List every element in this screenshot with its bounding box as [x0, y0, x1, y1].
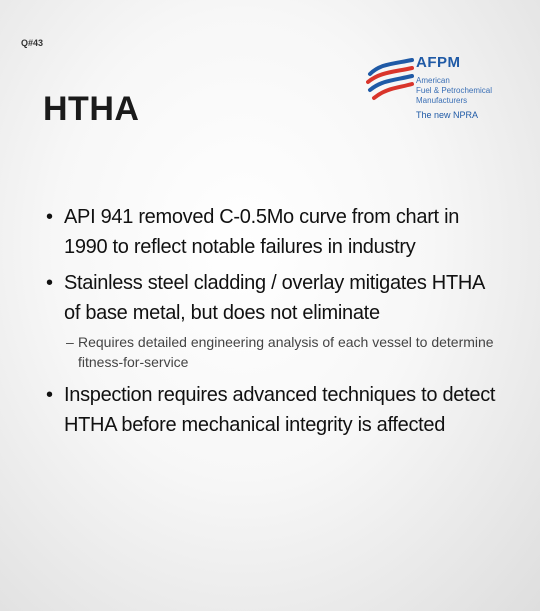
bullet-marker: • — [46, 384, 53, 406]
slide-id-label: Q#43 — [21, 38, 44, 48]
sub-bullet-item — [46, 332, 496, 372]
bullet-list — [46, 202, 496, 446]
logo-name: AFPM — [416, 54, 461, 71]
logo-line-3: Manufacturers — [416, 96, 468, 105]
flag-swoosh-icon — [366, 56, 416, 104]
logo-tagline: The new NPRA — [416, 110, 479, 120]
bullet-text: Stainless steel cladding / overlay mitigates HTHA of base metal, but does not eliminate — [64, 272, 484, 324]
bullet-marker: • — [46, 272, 53, 294]
bullet-text: API 941 removed C-0.5Mo curve from chart in 1990 to reflect notable failures in industry — [64, 206, 460, 258]
sub-bullet-text: Requires detailed engineering analysis of each vessel to determine fitness-for-service — [78, 334, 494, 370]
bullet-item — [46, 268, 496, 328]
sub-bullet-marker: – — [66, 334, 74, 350]
logo-line-1: American — [416, 76, 450, 85]
bullet-text: Inspection requires advanced techniques to detect HTHA before mechanical integrity is affected — [64, 384, 496, 436]
slide-title: HTHA — [43, 90, 140, 128]
bullet-marker: • — [46, 206, 53, 228]
afpm-logo — [366, 52, 516, 152]
bullet-item — [46, 202, 496, 262]
bullet-item — [46, 380, 496, 440]
logo-line-2: Fuel & Petrochemical — [416, 86, 493, 95]
